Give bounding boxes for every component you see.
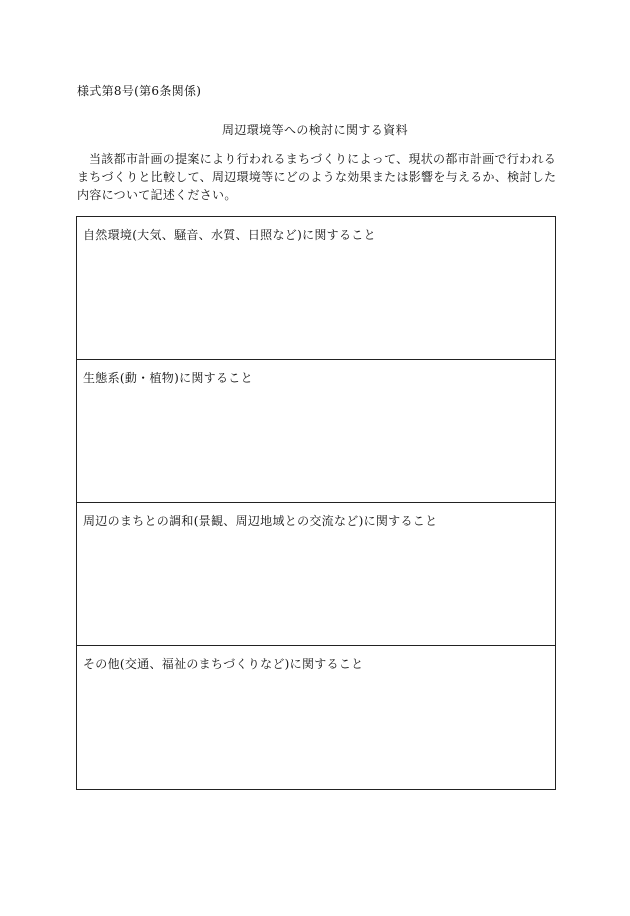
section-ecosystem[interactable] [77, 360, 555, 503]
sections-table [76, 216, 556, 790]
section-label: 生態系(動・植物)に関すること [83, 371, 253, 385]
section-label: その他(交通、福祉のまちづくりなど)に関すること [83, 657, 364, 671]
form-number: 様式第8号(第6条関係) [77, 84, 202, 98]
instruction-text: 当該都市計画の提案により行われるまちづくりによって、現状の都市計画で行われるまちづくりと比較して、周辺環境等にどのような効果または影響を与えるか、検討した内容について記述ください。 [77, 152, 557, 202]
section-label: 自然環境(大気、騒音、水質、日照など)に関すること [83, 228, 376, 242]
section-harmony[interactable] [77, 503, 555, 646]
section-natural-environment[interactable] [77, 217, 555, 360]
section-other[interactable] [77, 646, 555, 789]
section-label: 周辺のまちとの調和(景観、周辺地域との交流など)に関すること [83, 514, 438, 528]
document-title: 周辺環境等への検討に関する資料 [221, 123, 408, 137]
